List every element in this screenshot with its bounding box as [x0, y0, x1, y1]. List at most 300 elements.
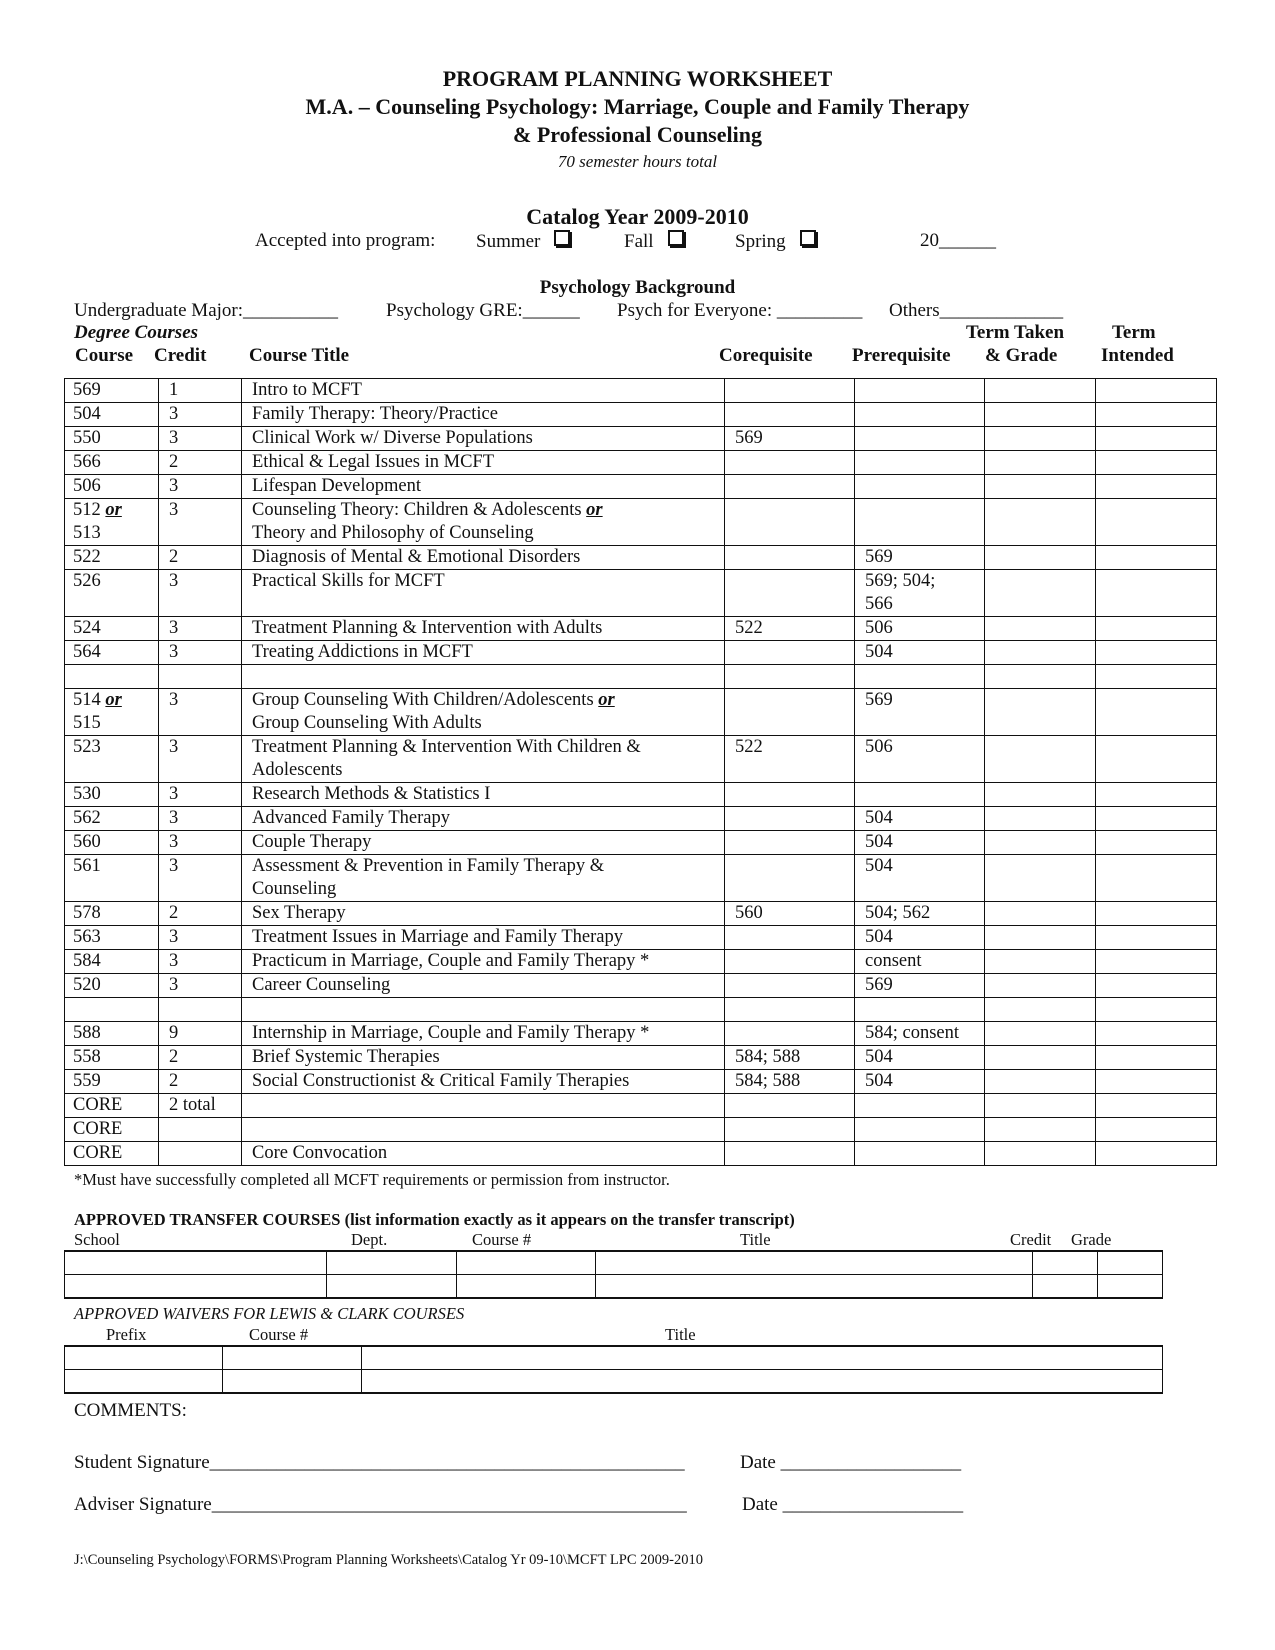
blank-cell[interactable]: [725, 665, 855, 689]
others-field[interactable]: Others_____________: [889, 300, 1064, 321]
course-title: Couple Therapy: [242, 831, 725, 855]
psych-for-everyone-field[interactable]: Psych for Everyone: _________: [617, 300, 863, 321]
prerequisite: [855, 1094, 985, 1118]
header-term-intended: Term: [1112, 322, 1156, 343]
header-credit: Credit: [154, 345, 207, 366]
course-number: 558: [65, 1046, 159, 1070]
page-title: PROGRAM PLANNING WORKSHEET: [442, 66, 833, 91]
corequisite: [725, 641, 855, 665]
spring-checkbox[interactable]: [800, 230, 816, 246]
table-row: [65, 499, 1217, 546]
credit: 3: [159, 617, 242, 641]
term-intended-cell[interactable]: [1096, 1094, 1217, 1118]
blank-cell[interactable]: [985, 665, 1096, 689]
course-number: 561: [65, 855, 159, 902]
course-number: 562: [65, 807, 159, 831]
course-title: Ethical & Legal Issues in MCFT: [242, 451, 725, 475]
psychology-gre-field[interactable]: Psychology GRE:______: [386, 300, 580, 321]
course-title: Sex Therapy: [242, 902, 725, 926]
table-row: [65, 475, 1217, 499]
corequisite: [725, 831, 855, 855]
or-word: or: [586, 500, 603, 520]
header-term-intended-2: Intended: [1101, 345, 1174, 366]
blank-cell[interactable]: [65, 998, 159, 1022]
prerequisite: [855, 499, 985, 546]
credit: 3: [159, 403, 242, 427]
corequisite: [725, 783, 855, 807]
term-intended-cell[interactable]: [1096, 1070, 1217, 1094]
table-row: [65, 1118, 1217, 1142]
term-taken-cell[interactable]: [985, 831, 1096, 855]
term-intended-cell[interactable]: [1096, 403, 1217, 427]
blank-cell[interactable]: [985, 998, 1096, 1022]
term-intended-cell[interactable]: [1096, 783, 1217, 807]
course-number: 563: [65, 926, 159, 950]
course-number: CORE: [65, 1094, 159, 1118]
course-title: Clinical Work w/ Diverse Populations: [242, 427, 725, 451]
term-taken-cell[interactable]: [985, 1118, 1096, 1142]
course-title-a: Treatment Planning & Intervention With Children &: [252, 737, 641, 757]
table-row: [65, 1346, 1163, 1370]
term-taken-cell[interactable]: [985, 499, 1096, 546]
prerequisite: [855, 403, 985, 427]
waiver-cell[interactable]: [223, 1370, 362, 1394]
total-hours: 70 semester hours total: [557, 152, 718, 171]
prerequisite: [855, 379, 985, 403]
course-title-a: Assessment & Prevention in Family Therapy &: [252, 856, 605, 876]
term-intended-cell[interactable]: [1096, 831, 1217, 855]
credit: 3: [159, 783, 242, 807]
course-number: 588: [65, 1022, 159, 1046]
prerequisite: 504: [855, 926, 985, 950]
term-taken-cell[interactable]: [985, 641, 1096, 665]
term-intended-cell[interactable]: [1096, 379, 1217, 403]
term-taken-cell[interactable]: [985, 902, 1096, 926]
corequisite: [725, 974, 855, 998]
transfer-cell[interactable]: [596, 1251, 1033, 1275]
term-taken-cell[interactable]: [985, 783, 1096, 807]
credit: 3: [159, 807, 242, 831]
credit: [159, 1118, 242, 1142]
table-row: [65, 379, 1217, 403]
accepted-year-field[interactable]: 20______: [920, 230, 996, 251]
term-intended-cell[interactable]: [1096, 974, 1217, 998]
transfer-cell[interactable]: [1033, 1251, 1098, 1275]
course-number: 566: [65, 451, 159, 475]
corequisite: [725, 451, 855, 475]
spring-label: Spring: [735, 231, 786, 252]
course-title-b: Theory and Philosophy of Counseling: [252, 523, 534, 543]
corequisite: [725, 546, 855, 570]
credit: 2: [159, 546, 242, 570]
blank-cell[interactable]: [159, 998, 242, 1022]
blank-cell[interactable]: [855, 665, 985, 689]
blank-cell[interactable]: [855, 998, 985, 1022]
waiver-col-course: Course #: [249, 1325, 309, 1344]
term-taken-cell[interactable]: [985, 950, 1096, 974]
prerequisite: [855, 451, 985, 475]
header-prerequisite: Prerequisite: [852, 345, 951, 366]
waiver-col-prefix: Prefix: [106, 1325, 147, 1344]
course-number: 530: [65, 783, 159, 807]
corequisite: [725, 950, 855, 974]
table-row: [65, 855, 1217, 902]
prerequisite: 569: [855, 689, 985, 736]
term-taken-cell[interactable]: [985, 617, 1096, 641]
transfer-col-credit: Credit: [1010, 1230, 1052, 1249]
corequisite: [725, 807, 855, 831]
course-title: Practical Skills for MCFT: [242, 570, 725, 617]
corequisite: 584; 588: [725, 1070, 855, 1094]
course-number: 522: [65, 546, 159, 570]
course-number: [65, 689, 159, 736]
undergraduate-major-field[interactable]: Undergraduate Major:__________: [74, 300, 339, 321]
adviser-signature-field[interactable]: Adviser Signature__________________________________________________: [74, 1494, 687, 1515]
course-title: [242, 736, 725, 783]
corequisite: [725, 1142, 855, 1166]
transfer-col-grade: Grade: [1071, 1230, 1112, 1249]
table-row: [65, 1046, 1217, 1070]
table-row: [65, 570, 1217, 617]
course-title-b: Group Counseling With Adults: [252, 713, 482, 733]
term-intended-cell[interactable]: [1096, 689, 1217, 736]
course-title-b: Adolescents: [252, 760, 343, 780]
term-taken-cell[interactable]: [985, 546, 1096, 570]
or-word: or: [598, 690, 615, 710]
course-number: CORE: [65, 1142, 159, 1166]
table-row: [65, 1251, 1163, 1275]
credit: 3: [159, 499, 242, 546]
table-row: [65, 831, 1217, 855]
table-row: [65, 1142, 1217, 1166]
term-taken-cell[interactable]: [985, 689, 1096, 736]
term-taken-cell[interactable]: [985, 403, 1096, 427]
term-intended-cell[interactable]: [1096, 902, 1217, 926]
corequisite: 522: [725, 736, 855, 783]
prerequisite: [855, 475, 985, 499]
course-title: Advanced Family Therapy: [242, 807, 725, 831]
course-number-b: 515: [73, 713, 101, 733]
term-taken-cell[interactable]: [985, 807, 1096, 831]
term-intended-cell[interactable]: [1096, 427, 1217, 451]
course-number: CORE: [65, 1118, 159, 1142]
credit: 3: [159, 974, 242, 998]
blank-cell[interactable]: [725, 998, 855, 1022]
course-title: Intro to MCFT: [242, 379, 725, 403]
term-taken-cell[interactable]: [985, 974, 1096, 998]
table-row: [65, 1094, 1217, 1118]
transfer-cell[interactable]: [596, 1275, 1033, 1299]
comments-label: COMMENTS:: [74, 1400, 187, 1421]
transfer-col-dept: Dept.: [351, 1230, 388, 1249]
term-taken-cell[interactable]: [985, 570, 1096, 617]
prerequisite: 506: [855, 736, 985, 783]
adviser-date-field[interactable]: Date ___________________: [742, 1494, 964, 1515]
blank-cell[interactable]: [242, 665, 725, 689]
term-intended-cell[interactable]: [1096, 1142, 1217, 1166]
footnote: *Must have successfully completed all MCFT requirements or permission from instructor.: [74, 1170, 670, 1189]
credit: 2: [159, 902, 242, 926]
course-title: Social Constructionist & Critical Family Therapies: [242, 1070, 725, 1094]
table-row: [65, 974, 1217, 998]
transfer-cell[interactable]: [327, 1251, 457, 1275]
or-word: or: [105, 500, 122, 520]
header-term-taken-grade: & Grade: [985, 345, 1058, 366]
transfer-col-title: Title: [740, 1230, 771, 1249]
term-intended-cell[interactable]: [1096, 855, 1217, 902]
transfer-cell[interactable]: [65, 1251, 327, 1275]
credit: 3: [159, 926, 242, 950]
accepted-label: Accepted into program:: [255, 230, 436, 251]
catalog-year: Catalog Year 2009-2010: [526, 204, 749, 229]
corequisite: [725, 403, 855, 427]
corequisite: [725, 1094, 855, 1118]
waiver-cell[interactable]: [65, 1370, 223, 1394]
credit: 1: [159, 379, 242, 403]
transfer-cell[interactable]: [1033, 1275, 1098, 1299]
course-title: Research Methods & Statistics I: [242, 783, 725, 807]
credit: 2: [159, 451, 242, 475]
term-taken-cell[interactable]: [985, 475, 1096, 499]
blank-cell[interactable]: [65, 665, 159, 689]
prerequisite: [855, 1142, 985, 1166]
prerequisite: 569: [855, 546, 985, 570]
course-number: 569: [65, 379, 159, 403]
course-title: Core Convocation: [242, 1142, 725, 1166]
term-taken-cell[interactable]: [985, 855, 1096, 902]
table-row: [65, 783, 1217, 807]
prerequisite: 506: [855, 617, 985, 641]
credit: 3: [159, 641, 242, 665]
course-number: 526: [65, 570, 159, 617]
course-title: [242, 855, 725, 902]
corequisite: [725, 475, 855, 499]
term-intended-cell[interactable]: [1096, 570, 1217, 617]
credit: 3: [159, 689, 242, 736]
table-row: [65, 926, 1217, 950]
credit: 9: [159, 1022, 242, 1046]
course-title-a: Group Counseling With Children/Adolescents: [252, 690, 594, 710]
header-corequisite: Corequisite: [719, 345, 813, 366]
transfer-cell[interactable]: [65, 1275, 327, 1299]
term-intended-cell[interactable]: [1096, 1118, 1217, 1142]
term-taken-cell[interactable]: [985, 1070, 1096, 1094]
student-date-field[interactable]: Date ___________________: [740, 1452, 962, 1473]
term-intended-cell[interactable]: [1096, 926, 1217, 950]
credit: 2: [159, 1046, 242, 1070]
corequisite: [725, 855, 855, 902]
course-title: Treatment Issues in Marriage and Family Therapy: [242, 926, 725, 950]
table-row: [65, 1275, 1163, 1299]
term-taken-cell[interactable]: [985, 1022, 1096, 1046]
term-intended-cell[interactable]: [1096, 1046, 1217, 1070]
waiver-cell[interactable]: [362, 1346, 1163, 1370]
corequisite: 584; 588: [725, 1046, 855, 1070]
transfer-cell[interactable]: [457, 1251, 596, 1275]
prerequisite: 504: [855, 1046, 985, 1070]
term-taken-cell[interactable]: [985, 926, 1096, 950]
prerequisite: consent: [855, 950, 985, 974]
course-number: 504: [65, 403, 159, 427]
term-intended-cell[interactable]: [1096, 475, 1217, 499]
header-term-taken: Term Taken: [966, 322, 1065, 343]
credit: 2 total: [159, 1094, 242, 1118]
header-course-title: Course Title: [249, 345, 350, 366]
program-subtitle: & Professional Counseling: [513, 122, 762, 147]
prerequisite: [855, 427, 985, 451]
course-title: Lifespan Development: [242, 475, 725, 499]
transfer-heading: APPROVED TRANSFER COURSES (list information exactly as it appears on the transfer transcript): [74, 1210, 795, 1229]
table-row: [65, 1022, 1217, 1046]
spring-option[interactable]: [735, 230, 816, 253]
course-title-b: Counseling: [252, 879, 337, 899]
course-number: 559: [65, 1070, 159, 1094]
prerequisite: [855, 570, 985, 617]
table-row: [65, 403, 1217, 427]
course-title: [242, 499, 725, 546]
term-taken-cell[interactable]: [985, 1142, 1096, 1166]
prerequisite: [855, 1118, 985, 1142]
course-number-a: 514: [73, 690, 101, 710]
term-intended-cell[interactable]: [1096, 617, 1217, 641]
term-intended-cell[interactable]: [1096, 1022, 1217, 1046]
prerequisite-b: 566: [865, 594, 893, 614]
course-number: [65, 499, 159, 546]
header-course: Course: [75, 345, 134, 366]
transfer-cell[interactable]: [1098, 1275, 1163, 1299]
course-title: Brief Systemic Therapies: [242, 1046, 725, 1070]
course-title: Diagnosis of Mental & Emotional Disorders: [242, 546, 725, 570]
course-number: 523: [65, 736, 159, 783]
blank-cell[interactable]: [1096, 665, 1217, 689]
waiver-cell[interactable]: [223, 1346, 362, 1370]
course-title: [242, 689, 725, 736]
blank-cell[interactable]: [242, 998, 725, 1022]
course-title: Treatment Planning & Intervention with Adults: [242, 617, 725, 641]
course-title: Treating Addictions in MCFT: [242, 641, 725, 665]
waiver-cell[interactable]: [362, 1370, 1163, 1394]
prerequisite: 504: [855, 831, 985, 855]
course-number: 560: [65, 831, 159, 855]
table-row: [65, 1070, 1217, 1094]
fall-option[interactable]: [624, 230, 684, 253]
blank-cell[interactable]: [159, 665, 242, 689]
corequisite: 560: [725, 902, 855, 926]
transfer-table: [64, 1250, 1163, 1299]
course-number: 524: [65, 617, 159, 641]
credit: 3: [159, 831, 242, 855]
corequisite: [725, 1118, 855, 1142]
course-title: Career Counseling: [242, 974, 725, 998]
transfer-col-course: Course #: [472, 1230, 532, 1249]
table-row-blank: [65, 998, 1217, 1022]
student-signature-field[interactable]: Student Signature__________________________________________________: [74, 1452, 685, 1473]
term-taken-cell[interactable]: [985, 1094, 1096, 1118]
corequisite: [725, 499, 855, 546]
term-taken-cell[interactable]: [985, 379, 1096, 403]
waivers-heading: APPROVED WAIVERS FOR LEWIS & CLARK COURSES: [74, 1304, 465, 1323]
waiver-col-title: Title: [665, 1325, 696, 1344]
course-number: 520: [65, 974, 159, 998]
fall-checkbox[interactable]: [668, 230, 684, 246]
credit: 3: [159, 427, 242, 451]
corequisite: [725, 1022, 855, 1046]
transfer-cell[interactable]: [1098, 1251, 1163, 1275]
course-number: 584: [65, 950, 159, 974]
corequisite: 522: [725, 617, 855, 641]
course-title-a: Counseling Theory: Children & Adolescents: [252, 500, 582, 520]
term-intended-cell[interactable]: [1096, 451, 1217, 475]
table-row: [65, 902, 1217, 926]
degree-course-table: [64, 378, 1217, 1166]
prerequisite: 504; 562: [855, 902, 985, 926]
term-intended-cell[interactable]: [1096, 546, 1217, 570]
waiver-table: [64, 1345, 1163, 1394]
transfer-cell[interactable]: [327, 1275, 457, 1299]
credit: 3: [159, 475, 242, 499]
summer-checkbox[interactable]: [554, 230, 570, 246]
course-number: 564: [65, 641, 159, 665]
table-row: [65, 451, 1217, 475]
course-number: 550: [65, 427, 159, 451]
prerequisite: 584; consent: [855, 1022, 985, 1046]
prerequisite: [855, 783, 985, 807]
term-intended-cell[interactable]: [1096, 641, 1217, 665]
waiver-cell[interactable]: [65, 1346, 223, 1370]
corequisite: [725, 379, 855, 403]
table-row: [65, 427, 1217, 451]
transfer-cell[interactable]: [457, 1275, 596, 1299]
table-row: [65, 807, 1217, 831]
prerequisite-a: 569; 504;: [865, 571, 936, 591]
course-number-b: 513: [73, 523, 101, 543]
term-intended-cell[interactable]: [1096, 950, 1217, 974]
prerequisite: 504: [855, 855, 985, 902]
credit: 3: [159, 855, 242, 902]
table-row: [65, 689, 1217, 736]
course-title: [242, 1118, 725, 1142]
course-number: 578: [65, 902, 159, 926]
term-taken-cell[interactable]: [985, 427, 1096, 451]
prerequisite: 569: [855, 974, 985, 998]
prerequisite: 504: [855, 641, 985, 665]
blank-cell[interactable]: [1096, 998, 1217, 1022]
fall-label: Fall: [624, 231, 654, 252]
corequisite: 569: [725, 427, 855, 451]
transfer-col-school: School: [74, 1230, 120, 1249]
table-row: [65, 641, 1217, 665]
term-intended-cell[interactable]: [1096, 736, 1217, 783]
term-taken-cell[interactable]: [985, 1046, 1096, 1070]
term-taken-cell[interactable]: [985, 451, 1096, 475]
term-intended-cell[interactable]: [1096, 499, 1217, 546]
course-number-a: 512: [73, 500, 101, 520]
degree-courses-label: Degree Courses: [74, 322, 199, 343]
corequisite: [725, 926, 855, 950]
credit: 3: [159, 950, 242, 974]
or-word: or: [105, 690, 122, 710]
credit: 3: [159, 570, 242, 617]
corequisite: [725, 570, 855, 617]
term-intended-cell[interactable]: [1096, 807, 1217, 831]
summer-option[interactable]: [476, 230, 570, 253]
table-row: [65, 617, 1217, 641]
corequisite: [725, 689, 855, 736]
course-title: [242, 1094, 725, 1118]
credit: 2: [159, 1070, 242, 1094]
course-title: Family Therapy: Theory/Practice: [242, 403, 725, 427]
term-taken-cell[interactable]: [985, 736, 1096, 783]
